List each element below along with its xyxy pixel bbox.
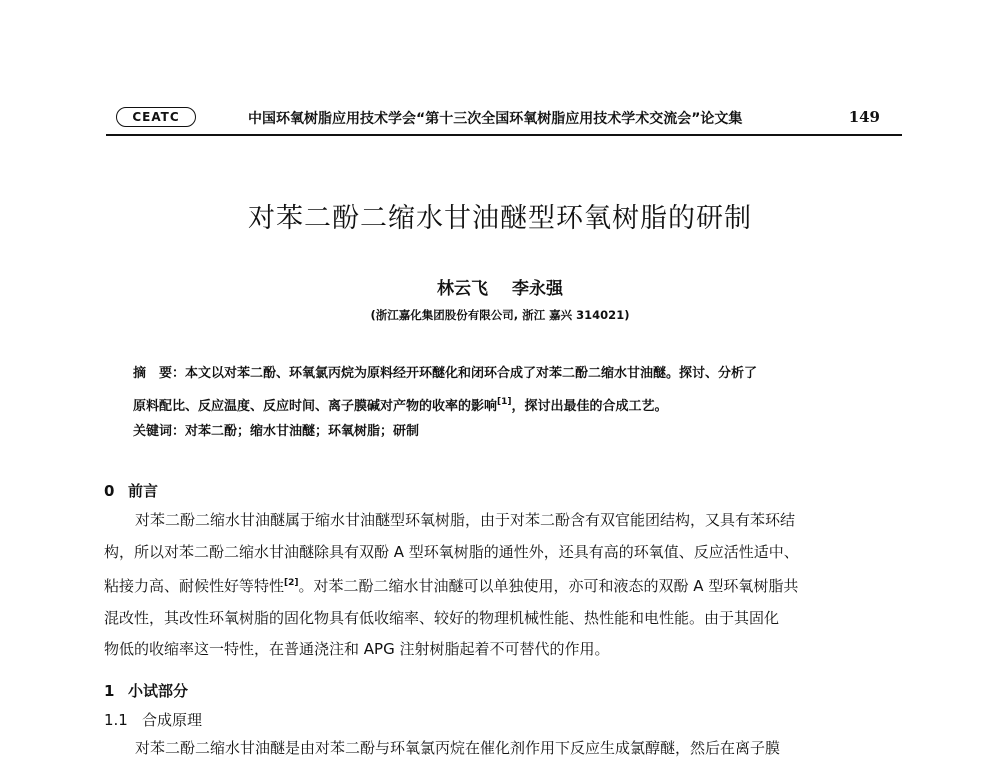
keywords-label: 关键词：	[133, 424, 186, 439]
paragraph-line: 对苯二酚二缩水甘油醚属于缩水甘油醚型环氧树脂，由于对苯二酚含有双官能团结构，又具有苯环结	[135, 511, 796, 529]
section-heading-0: 0 前言	[104, 482, 159, 500]
paragraph-line: 混改性，其改性环氧树脂的固化物具有低收缩率、较好的物理机械性能、热性能和电性能。由于其固化	[104, 608, 780, 627]
paper-title: 对苯二酚二缩水甘油醚型环氧树脂的研制	[248, 203, 752, 234]
paragraph-line: 构，所以对苯二酚二缩水甘油醚除具有双酚 A 型环氧树脂的通性外，还具有高的环氧值、反应活性适中、	[104, 542, 799, 561]
conference-logo: CEATC	[116, 107, 196, 127]
section-heading-1-1: 1.1 合成原理	[104, 711, 203, 729]
page-number: 149	[848, 108, 880, 126]
keywords	[133, 418, 893, 446]
affiliation: (浙江嘉化集团股份有限公司, 浙江 嘉兴 314021)	[370, 308, 630, 322]
paragraph-line: 粘接力高、耐候性好等特性[2]。对苯二酚二缩水甘油醚可以单独使用，亦可和液态的双酚 A 型环氧树脂共	[104, 577, 799, 595]
running-header	[106, 104, 902, 136]
paragraph-line: 对苯二酚二缩水甘油醚是由对苯二酚与环氧氯丙烷在催化剂作用下反应生成氯醇醚，然后在离子膜	[135, 739, 781, 757]
keywords-text: 对苯二酚；缩水甘油醚；环氧树脂；研制	[185, 424, 420, 439]
abstract-label: 摘 要：	[133, 366, 186, 381]
authors: 林云飞 李永强	[437, 279, 563, 299]
citation-ref: [1]	[497, 397, 512, 407]
abstract-line-2: 原料配比、反应温度、反应时间、离子膜碱对产物的收率的影响[1]，探讨出最佳的合成工艺。	[133, 397, 668, 414]
running-title: 中国环氧树脂应用技术学会“第十三次全国环氧树脂应用技术学术交流会”论文集	[248, 111, 743, 127]
abstract	[133, 360, 893, 421]
citation-ref: [2]	[284, 578, 299, 588]
section-heading-1: 1 小试部分	[104, 682, 189, 700]
intro-paragraph	[104, 505, 904, 666]
abstract-line-1: 摘 要：本文以对苯二酚、环氧氯丙烷为原料经开环醚化和闭环合成了对苯二酚二缩水甘油醚。探讨、分析了	[133, 366, 758, 381]
paragraph-line: 物低的收缩率这一特性，在普通浇注和 APG 注射树脂起着不可替代的作用。	[104, 640, 610, 658]
